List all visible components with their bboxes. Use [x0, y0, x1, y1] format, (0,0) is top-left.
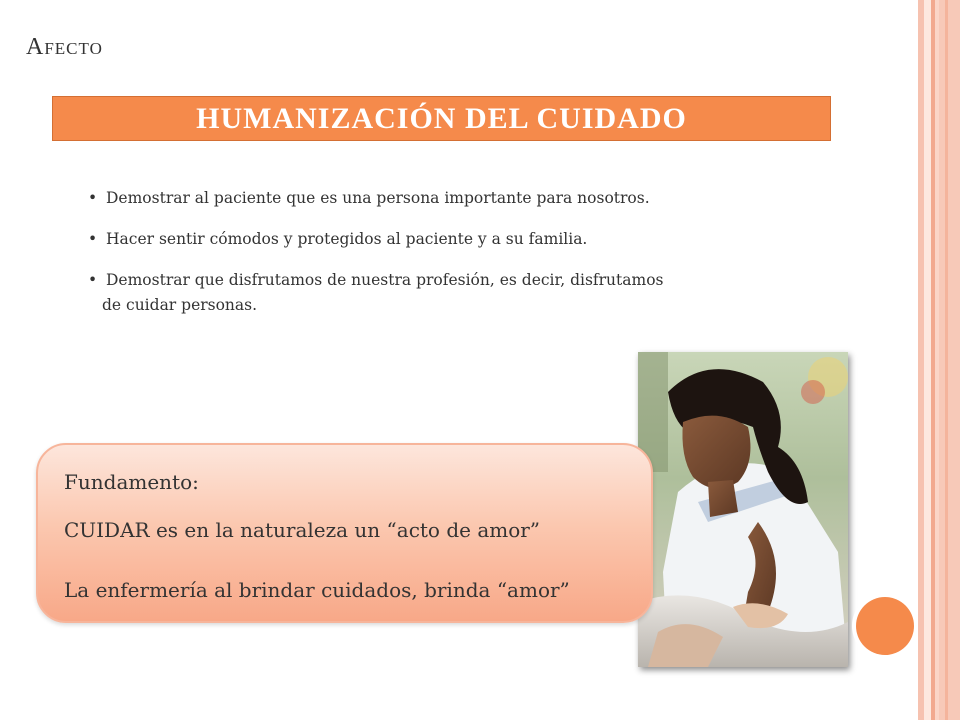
callout-line: La enfermería al brindar cuidados, brinda “amor” [64, 578, 570, 602]
callout-line: CUIDAR es en la naturaleza un “acto de amor” [64, 518, 541, 542]
bullet-marker: • [88, 271, 98, 289]
list-item-continuation: de cuidar personas. [102, 296, 258, 314]
nurse-photo-illustration [638, 352, 848, 667]
callout-box [36, 443, 653, 623]
banner-title-bar [52, 96, 831, 141]
callout-heading: Fundamento: [64, 470, 199, 494]
bullet-marker: • [88, 189, 98, 207]
bullet-marker: • [88, 230, 98, 248]
decor-stripe [924, 0, 931, 720]
section-title: Afecto [26, 34, 103, 60]
list-item: • Hacer sentir cómodos y protegidos al paciente y a su familia. [88, 219, 828, 260]
decor-stripe [939, 0, 960, 720]
bullet-list [88, 178, 828, 315]
banner-title: HUMANIZACIÓN DEL CUIDADO [196, 101, 687, 135]
list-item: • Demostrar al paciente que es una persona importante para nosotros. [88, 178, 828, 219]
list-item: • Demostrar que disfrutamos de nuestra profesión, es decir, disfrutamos [88, 260, 828, 301]
nurse-photo [638, 352, 848, 667]
decor-circle [856, 597, 914, 655]
decor-stripe [945, 0, 948, 720]
